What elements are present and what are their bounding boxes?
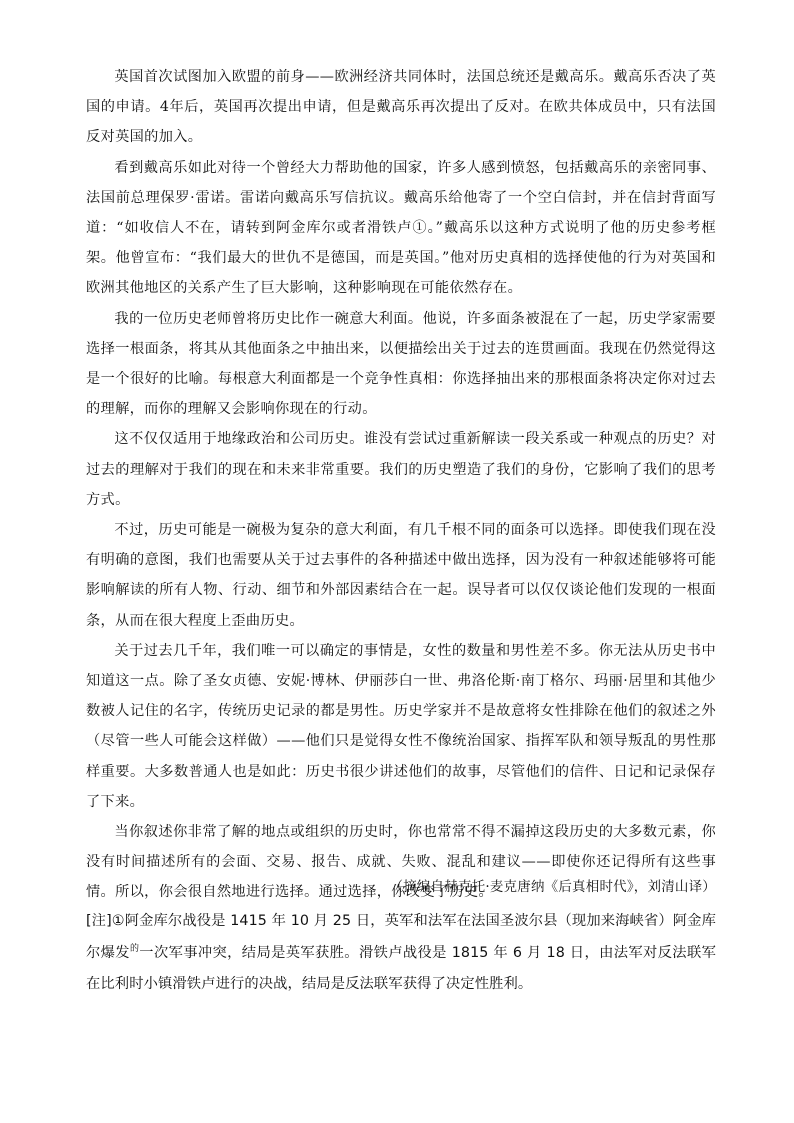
footnote: [86, 906, 716, 1001]
footnote-text-1: [注]①阿金库尔战役是 1415 年 10 月 25 日，英军和法军在法国圣波尔县（现加来海峡省）阿金库尔爆发: [86, 913, 716, 961]
paragraph-5: 不过，历史可能是一碗极为复杂的意大利面，有几千根不同的面条可以选择。即使我们现在没有明确的意图，我们也需要从关于过去事件的各种描述中做出选择，因为没有一种叙述能够将可能影响解读的所有人物、行动、细节和外部因素结合在一起。误导者可以仅仅谈论他们发现的一根面条，从而在很大程度上歪曲历史。: [86, 522, 716, 629]
article-body: [86, 62, 716, 908]
footnote-text-2: 一次军事冲突，结局是英军获胜。滑铁卢战役是 1815 年 6 月 18 日，由法军对反法联军在比利时小镇滑铁卢进行的决战，结局是反法联军获得了决定性胜利。: [86, 944, 716, 992]
paragraph-6: 关于过去几千年，我们唯一可以确定的事情是，女性的数量和男性差不多。你无法从历史书中知道这一点。除了圣女贞德、安妮·博林、伊丽莎白一世、弗洛伦斯·南丁格尔、玛丽·居里和其他少数被人记住的名字，传统历史记录的都是男性。历史学家并不是故意将女性排除在他们的叙述之外（尽管一些人可能会这样做）——他们只是觉得女性不像统治国家、指挥军队和领导叛乱的男性那样重要。大多数普通人也是如此：历史书很少讲述他们的故事，尽管他们的信件、日记和记录保存了下来。: [86, 642, 716, 810]
paragraph-7: 当你叙述你非常了解的地点或组织的历史时，你也常常不得不漏掉这段历史的大多数元素，你没有时间描述所有的会面、交易、报告、成就、失败、混乱和建议——即使你还记得所有这些事情。所以，你会很自然地进行选择。通过选择，你改变了历史。: [86, 824, 716, 901]
paragraph-4: 这不仅仅适用于地缘政治和公司历史。谁没有尝试过重新解读一段关系或一种观点的历史？对过去的理解对于我们的现在和未来非常重要。我们的历史塑造了我们的身份，它影响了我们的思考方式。: [86, 431, 716, 508]
paragraph-2: 看到戴高乐如此对待一个曾经大力帮助他的国家，许多人感到愤怒，包括戴高乐的亲密同事、法国前总理保罗·雷诺。雷诺向戴高乐写信抗议。戴高乐给他寄了一个空白信封，并在信封背面写道：“如收信人不在，请转到阿金库尔或者滑铁卢①。”戴高乐以这种方式说明了他的历史参考框架。他曾宣布：“我们最大的世仇不是德国，而是英国。”他对历史真相的选择使他的行为对英国和欧洲其他地区的关系产生了巨大影响，这种影响现在可能依然存在。: [86, 159, 716, 297]
source-citation: （摘编自赫克托·麦克唐纳《后真相时代》，刘清山译）: [389, 879, 716, 895]
paragraph-3: 我的一位历史老师曾将历史比作一碗意大利面。他说，许多面条被混在了一起，历史学家需要选择一根面条，将其从其他面条之中抽出来，以便描绘出关于过去的连贯画面。我现在仍然觉得这是一个很好的比喻。每根意大利面都是一个竞争性真相：你选择抽出来的那根面条将决定你对过去的理解，而你的理解又会影响你现在的行动。: [86, 310, 716, 418]
footnote-superscript: 的: [129, 943, 140, 954]
paragraph-1: 英国首次试图加入欧盟的前身——欧洲经济共同体时，法国总统还是戴高乐。戴高乐否决了英国的申请。4年后，英国再次提出申请，但是戴高乐再次提出了反对。在欧共体成员中，只有法国反对英国的加入。: [86, 69, 716, 146]
